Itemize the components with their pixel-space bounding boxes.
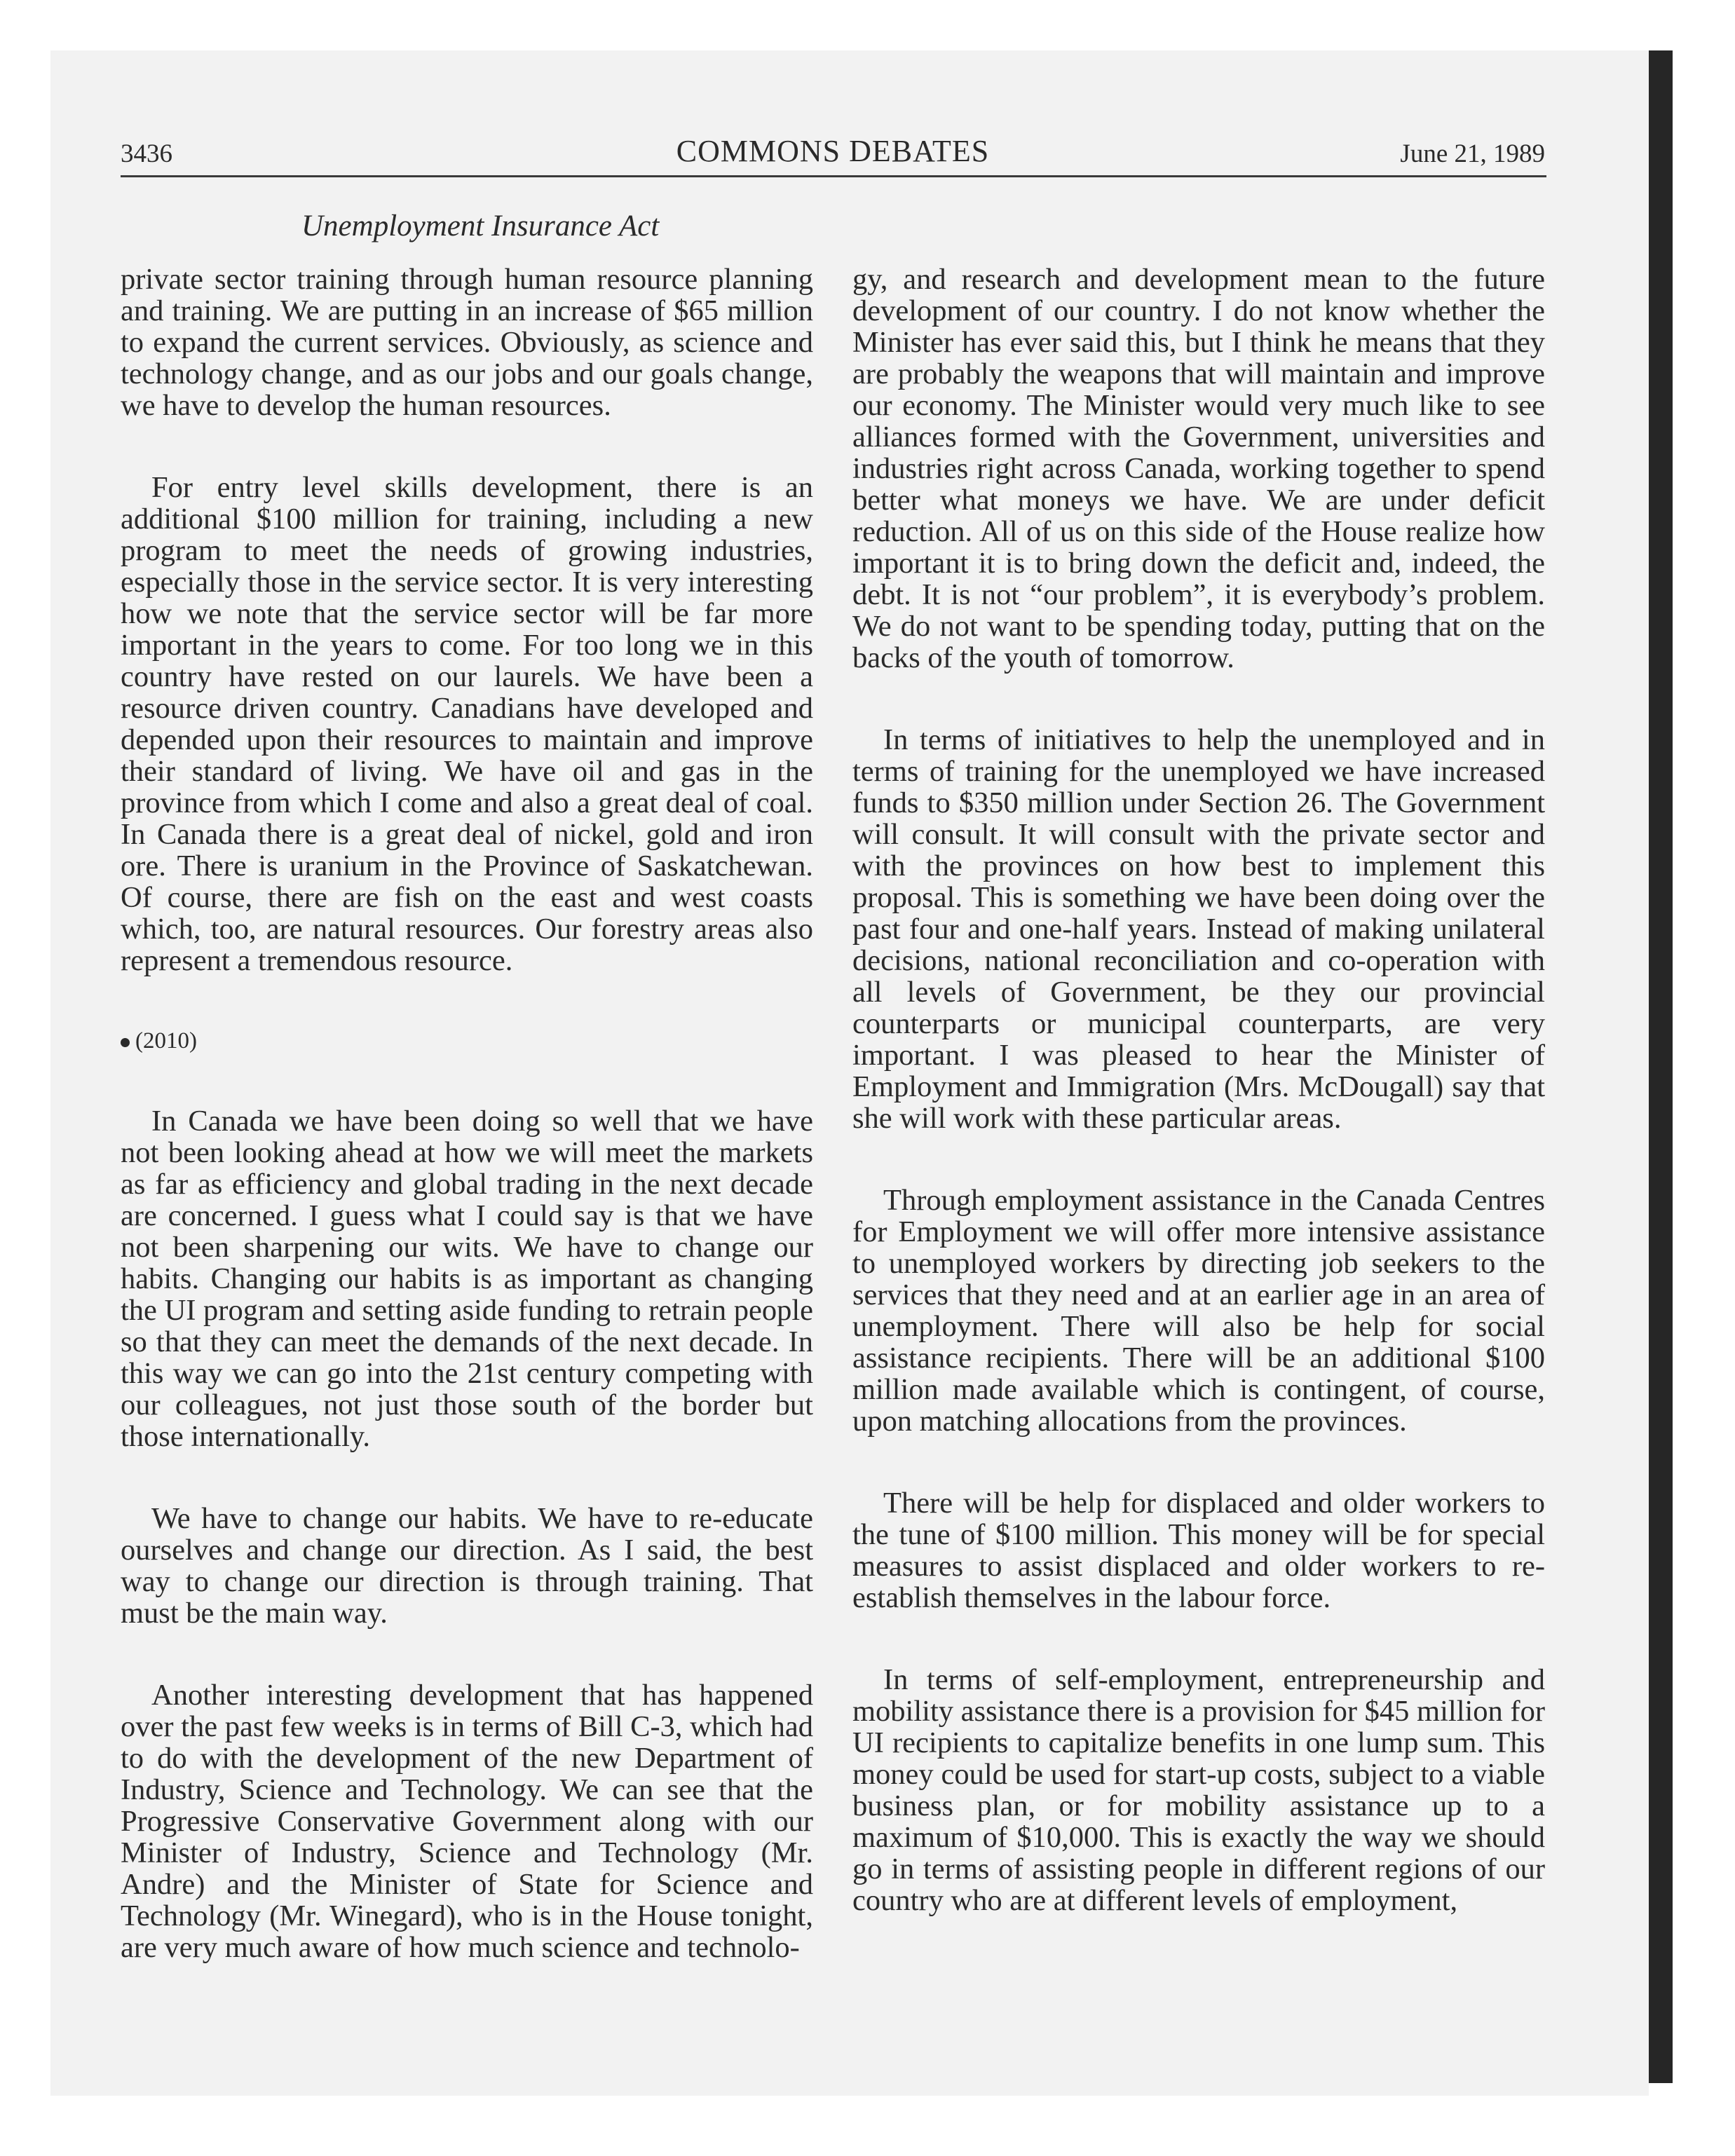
page-number: 3436 [121,139,172,168]
journal-title: COMMONS DEBATES [676,134,990,168]
right-column [852,264,1545,1916]
paragraph: In terms of initiatives to help the unemployed and in terms of training for the unemployed we have increased funds to $350 million under Section 26. The Government will consult. It will consult with the private sector and with the provinces on how best to implement this proposal. This is something we have been doing over the past four and one-half years. Instead of making unilateral decisions, national reconciliation and co-operation with all levels of Government, be they our provincial counterparts or municipal counterparts, are very important. I was pleased to hear the Minister of Employment and Immigration (Mrs. McDougall) say that she will work with these particular areas. [852,723,1545,1135]
paragraph: We have to change our habits. We have to re-educate ourselves and change our direction. As I said, the best way to change our direction is through training. That must be the main way. [121,1502,813,1630]
time-marker-text: (2010) [135,1028,197,1053]
paragraph: private sector training through human resource planning and training. We are putting in an increase of $65 million to expand the current services. Obviously, as science and technology change, and as our jobs and our goals change, we have to develop the human resources. [121,263,813,422]
paragraph: Another interesting development that has happened over the past few weeks is in terms of Bill C-3, which had to do with the development of the new Department of Industry, Science and Technology. We can see that the Progressive Conservative Government along with our Minister of Industry, Science and Technology (Mr. Andre) and the Minister of State for Science and Technology (Mr. Winegard), who is in the House tonight, are very much aware of how much science and technolo- [121,1679,813,1964]
paragraph: gy, and research and development mean to the future development of our country. I do not know whether the Minister has ever said this, but I think he means that they are probably the weapons that will maintain and improve our economy. The Minister would very much like to see alliances formed with the Government, universities and industries right across Canada, working together to spend better what moneys we have. We are under deficit reduction. All of us on this side of the House realize how important it is to bring down the deficit and, indeed, the debt. It is not “our problem”, it is everybody’s problem. We do not want to be spending today, putting that on the backs of the youth of tomorrow. [852,263,1545,674]
paragraph: There will be help for displaced and older workers to the tune of $100 million. This money will be for special measures to assist displaced and older workers to re-establish themselves in the labour force. [852,1487,1545,1614]
issue-date: June 21, 1989 [1400,139,1545,168]
paragraph: For entry level skills development, there is an additional $100 million for training, including a new program to meet the needs of growing industries, especially those in the service sector. It is very interesting how we note that the service sector will be far more important in the years to come. For too long we in this country have rested on our laurels. We have been a resource driven country. Canadians have developed and depended upon their resources to maintain and improve their standard of living. We have oil and gas in the province from which I come and also a great deal of coal. In Canada there is a great deal of nickel, gold and iron ore. There is uranium in the Province of Saskatchewan. Of course, there are fish on the east and west coasts which, too, are natural resources. Our forestry areas also represent a tremendous resource. [121,471,813,977]
running-header [121,133,1545,175]
bullet-icon [121,1038,130,1047]
paragraph: In Canada we have been doing so well that we have not been looking ahead at how we will meet the markets as far as efficiency and global trading in the next decade are concerned. I guess what I could say is that we have not been sharpening our wits. We have to change our habits. Changing our habits is as important as changing the UI program and setting aside funding to retrain people so that they can meet the demands of the next decade. In this way we can go into the 21st century competing with our colleagues, not just those south of the border but those internationally. [121,1105,813,1453]
time-marker [121,1027,813,1055]
left-column [121,264,813,1963]
paragraph: Through employment assistance in the Canada Centres for Employment we will offer more intensive assistance to unemployed workers by directing job seekers to the services that they need and at an earlier age in an area of unemployment. There will also be help for social assistance recipients. There will be an additional $100 million made available which is contingent, of course, upon matching allocations from the provinces. [852,1184,1545,1438]
section-title: Unemployment Insurance Act [301,210,660,243]
page-edge-shadow [1649,50,1673,2083]
header-rule [121,175,1546,177]
paragraph: In terms of self-employment, entrepreneurship and mobility assistance there is a provision for $45 million for UI recipients to capitalize benefits in one lump sum. This money could be used for start-up costs, subject to a viable business plan, or for mobility assistance up to a maximum of $10,000. This is exactly the way we should go in terms of assisting people in different regions of our country who are at different levels of employment, [852,1663,1545,1917]
